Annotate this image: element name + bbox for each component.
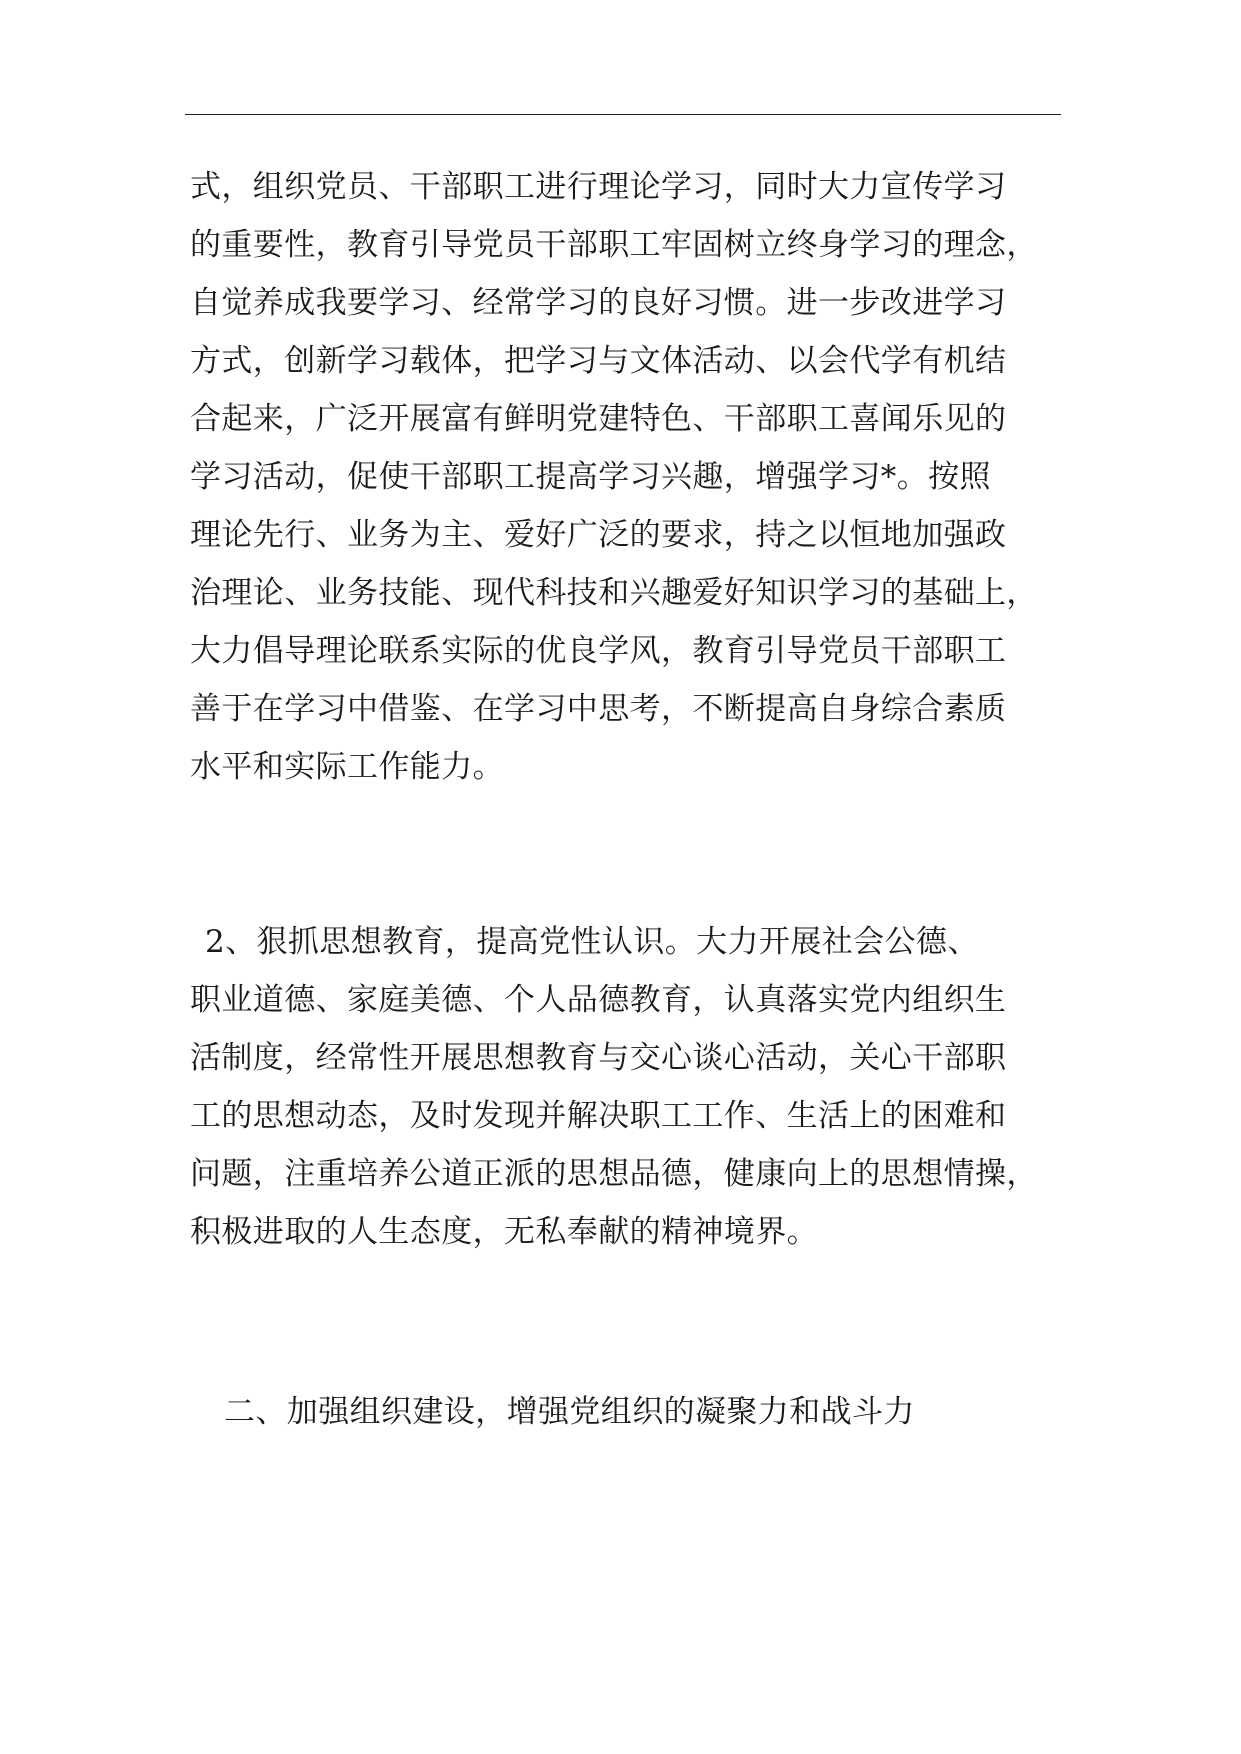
paragraph-line: 治理论、业务技能、现代科技和兴趣爱好知识学习的基础上，: [190, 575, 1038, 611]
header-rule: [185, 114, 1061, 115]
paragraph-ideological-education: [190, 913, 1058, 1261]
paragraph-line: 自觉养成我要学习、经常学习的良好习惯。进一步改进学习: [190, 285, 1007, 321]
paragraph-line: 活制度，经常性开展思想教育与交心谈心活动，关心干部职: [190, 1040, 1007, 1076]
paragraph-line: 积极进取的人生态度，无私奉献的精神境界。: [190, 1214, 818, 1250]
paragraph-line: 大力倡导理论联系实际的优良学风，教育引导党员干部职工: [190, 633, 1007, 669]
paragraph-line: 合起来，广泛开展富有鲜明党建特色、干部职工喜闻乐见的: [190, 401, 1007, 437]
paragraph-line: 式，组织党员、干部职工进行理论学习，同时大力宣传学习: [190, 169, 1007, 205]
paragraph-line: 水平和实际工作能力。: [190, 749, 504, 785]
paragraph-line: 方式，创新学习载体，把学习与文体活动、以会代学有机结: [190, 343, 1007, 379]
section-heading-text: 二、加强组织建设，增强党组织的凝聚力和战斗力: [224, 1394, 915, 1430]
paragraph-study-methods: [190, 158, 1058, 796]
paragraph-line: 学习活动，促使干部职工提高学习兴趣，增强学习*。按照: [190, 459, 991, 495]
paragraph-line: 善于在学习中借鉴、在学习中思考，不断提高自身综合素质: [190, 691, 1007, 727]
paragraph-line: 的重要性，教育引导党员干部职工牢固树立终身学习的理念，: [190, 227, 1038, 263]
paragraph-line: 工的思想动态，及时发现并解决职工工作、生活上的困难和: [190, 1098, 1007, 1134]
paragraph-line: 理论先行、业务为主、爱好广泛的要求，持之以恒地加强政: [190, 517, 1007, 553]
paragraph-line: 职业道德、家庭美德、个人品德教育，认真落实党内组织生: [190, 982, 1007, 1018]
section-heading: [190, 1383, 1058, 1441]
paragraph-line: 2、狠抓思想教育，提高党性认识。大力开展社会公德、: [205, 924, 979, 960]
paragraph-line: 问题，注重培养公道正派的思想品德，健康向上的思想情操，: [190, 1156, 1038, 1192]
